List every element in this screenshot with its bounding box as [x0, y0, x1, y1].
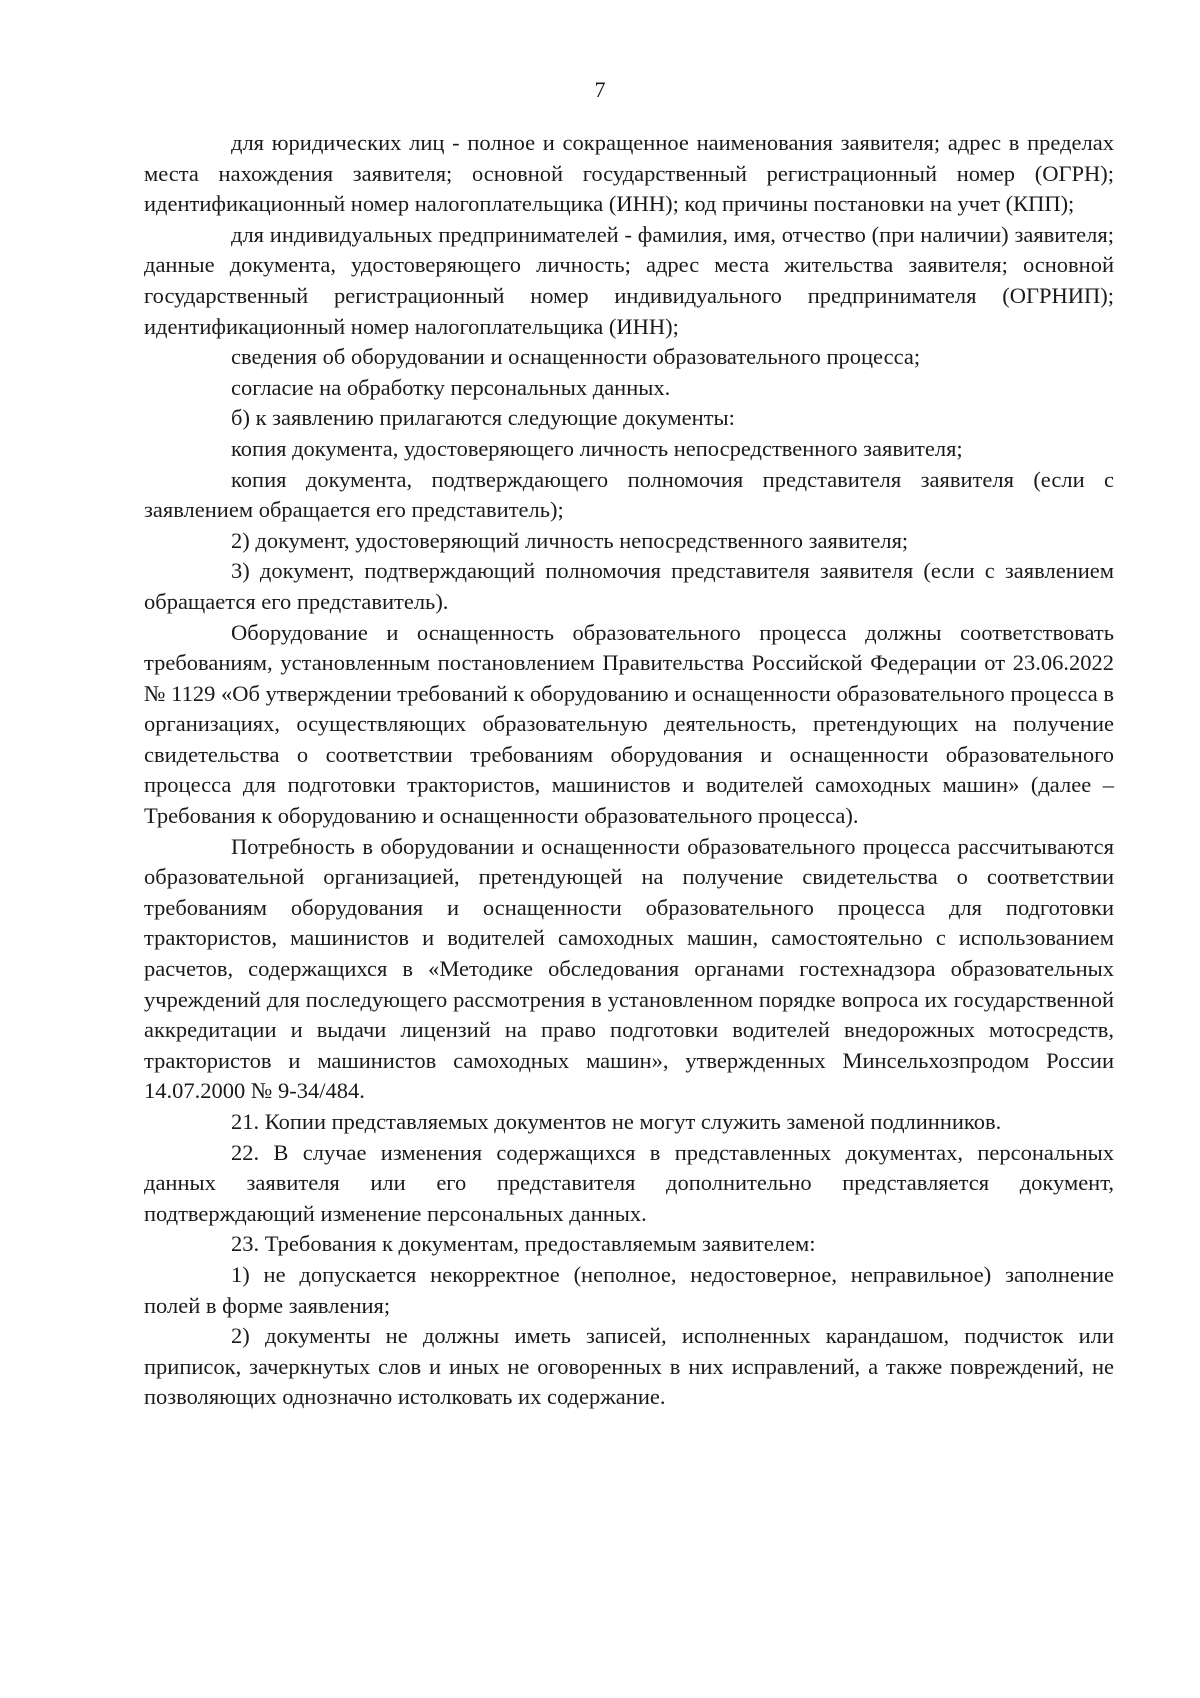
paragraph-clause-21: 21. Копии представляемых документов не могут служить заменой подлинников. [231, 1109, 1002, 1134]
paragraph-legal-entities: для юридических лиц - полное и сокращенное наименования заявителя; адрес в пределах места нахождения заявителя; основной государственный регистрационный номер (ОГРН); идентификационный номер налогоплательщика (ИНН); код причины постановки на учет (КПП); [144, 130, 1114, 217]
document-body [144, 128, 1114, 1413]
paragraph-authority-copy: копия документа, подтверждающего полномочия представителя заявителя (если с заявлением обращается его представитель); [144, 466, 1114, 523]
paragraph-clause-23: 23. Требования к документам, предоставляемым заявителем: [231, 1231, 816, 1257]
paragraph-item-2: 2) документ, удостоверяющий личность непосредственного заявителя; [231, 527, 909, 553]
paragraph-identity-copy: копия документа, удостоверяющего личность непосредственного заявителя; [231, 435, 963, 461]
paragraph-clause-23-item-2: 2) документы не должны иметь записей, исполненных карандашом, подчисток или приписок, зачеркнутых слов и иных не оговоренных в них исправлений, а также повреждений, не позволяющих однозначно истолковать их содержание. [144, 1323, 1114, 1410]
paragraph-equipment-info: сведения об оборудовании и оснащенности образовательного процесса; [231, 344, 921, 370]
paragraph-consent: согласие на обработку персональных данных. [231, 374, 671, 400]
paragraph-attached-documents: б) к заявлению прилагаются следующие документы: [231, 405, 735, 431]
paragraph-clause-23-item-1: 1) не допускается некорректное (неполное, недостоверное, неправильное) заполнение полей в форме заявления; [144, 1261, 1114, 1318]
paragraph-individual-entrepreneurs: для индивидуальных предпринимателей - фамилия, имя, отчество (при наличии) заявителя; данные документа, удостоверяющего личность; адрес места жительства заявителя; основной государственный регистрационный номер индивидуального предпринимателя (ОГРНИП); идентификационный номер налогоплательщика (ИНН); [144, 221, 1114, 339]
paragraph-clause-22: 22. В случае изменения содержащихся в представленных документах, персональных данных заявителя или его представителя дополнительно представляется документ, подтверждающий изменение персональных данных. [144, 1139, 1114, 1226]
page-number: 7 [594, 77, 606, 102]
paragraph-equipment-requirements: Оборудование и оснащенность образовательного процесса должны соответствовать требованиям, установленным постановлением Правительства Российской Федерации от 23.06.2022 № 1129 «Об утверждении требований к оборудованию и оснащенности образовательного процесса в организациях, осуществляющих образовательную деятельность, претендующих на получение свидетельства о соответствии требованиям оборудования и оснащенности образовательного процесса для подготовки трактористов, машинистов и водителей самоходных машин» (далее – Требования к оборудованию и оснащенности образовательного процесса). [144, 619, 1114, 829]
paragraph-equipment-needs: Потребность в оборудовании и оснащенности образовательного процесса рассчитываются образовательной организацией, претендующей на получение свидетельства о соответствии требованиям оборудования и оснащенности образовательного процесса для подготовки трактористов, машинистов и водителей самоходных машин, самостоятельно с использованием расчетов, содержащихся в «Методике обследования органами гостехнадзора образовательных учреждений для последующего рассмотрения в установленном порядке вопроса их государственной аккредитации и выдачи лицензий на право подготовки водителей внедорожных мотосредств, трактористов и машинистов самоходных машин», утвержденных Минсельхозпродом России 14.07.2000 № 9-34/484. [144, 833, 1114, 1104]
paragraph-item-3: 3) документ, подтверждающий полномочия представителя заявителя (если с заявлением обращается его представитель). [144, 558, 1114, 614]
